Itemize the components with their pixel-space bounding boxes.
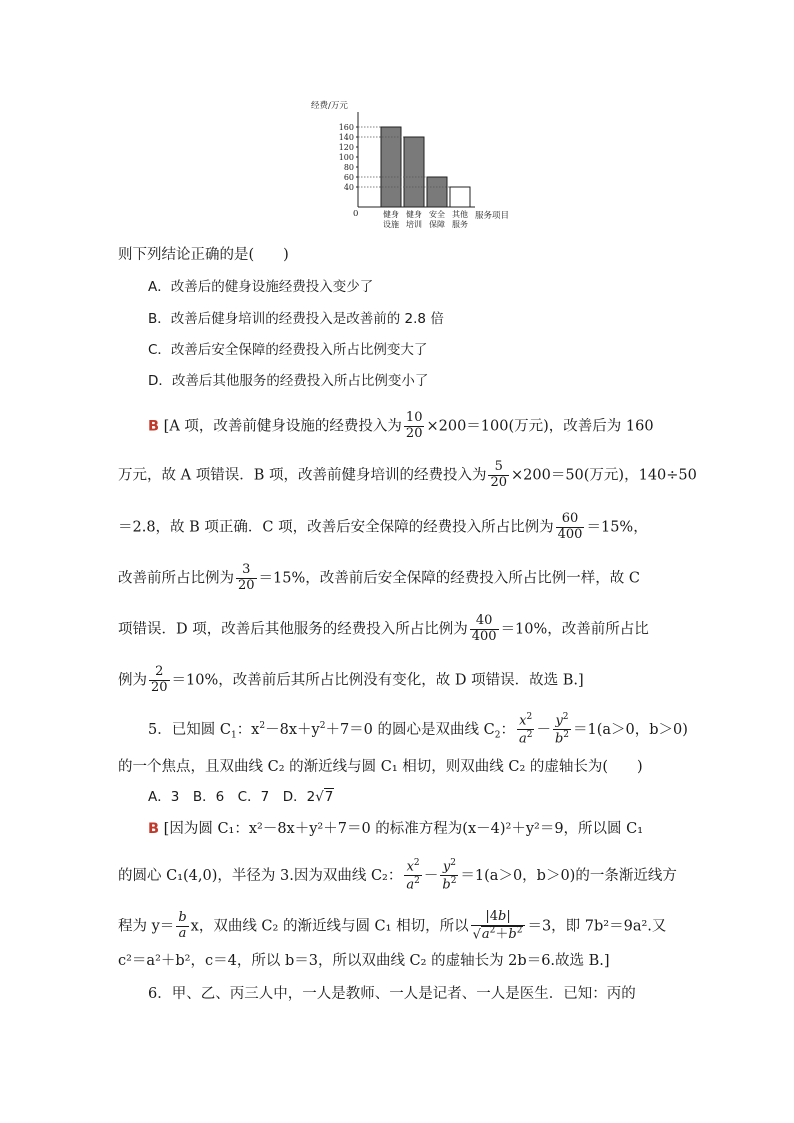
- y-axis-label: 经费/万元: [311, 101, 348, 111]
- q4-option-d: D．改善后其他服务的经费投入所占比例变小了: [148, 373, 429, 389]
- q4-option-a: A．改善后的健身设施经费投入变少了: [148, 279, 374, 295]
- x-category-label-line2: 保障: [429, 220, 445, 229]
- x-category-label-line2: 服务: [452, 220, 468, 229]
- q4-explanation-line-2: 万元，故 A 项错误．B 项，改善前健身培训的经费投入为 $\frac{5}{20}$ ×200＝50(万元)，140÷50: [118, 459, 697, 490]
- q4-explanation-line-4: 改善前所占比例为 $\frac{3}{20}$ ＝15%，改善前后安全保障的经费投入所占比例一样，故 C: [118, 562, 640, 593]
- q5-explanation-line-1: B [因为圆 C₁：x²－8x＋y²＋7＝0 的标准方程为(x－4)²＋y²＝9，所以圆 C₁: [148, 821, 644, 837]
- q5-explanation-line-4: c²＝a²＋b²，c＝4，所以 b＝3，所以双曲线 C₂ 的虚轴长为 2b＝6.故选 B.]: [118, 953, 610, 969]
- bar-1: [404, 137, 424, 207]
- q4-explanation-line-1: B [A 项，改善前健身设施的经费投入为 $\frac{10}{20}$ ×200＝100(万元)，改善后为 160: [148, 410, 654, 441]
- bar-3: [450, 187, 470, 207]
- y-tick-label: 100: [338, 153, 354, 162]
- q4-stem: 则下列结论正确的是( ): [118, 247, 289, 263]
- q4-answer: B: [148, 418, 160, 435]
- q4-explanation-line-5: 项错误．D 项，改善后其他服务的经费投入所占比例为 $\frac{40}{400}$ ＝10%，改善前所占比: [118, 613, 649, 644]
- q4-option-b: B．改善后健身培训的经费投入是改善前的 2.8 倍: [148, 311, 444, 327]
- x-category-label-line2: 设施: [383, 220, 399, 229]
- y-tick-label: 120: [338, 143, 354, 152]
- x-category-label-line1: 安全: [429, 210, 445, 219]
- q4-explanation-line-6: 例为 $\frac{2}{20}$ ＝10%，改善前后其所占比例没有变化，故 D 项错误．故选 B.]: [118, 664, 584, 695]
- y-tick-label: 40: [343, 183, 354, 192]
- y-tick-label: 80: [343, 163, 354, 172]
- q5-answer: B: [148, 821, 160, 837]
- x-category-label-line2: 培训: [406, 220, 422, 229]
- y-tick-label: 140: [338, 133, 354, 142]
- bar-chart: [0, 0, 794, 240]
- q5-explanation-line-3: 程为 y＝ $\frac{b}{a}$ x，双曲线 C₂ 的渐近线与圆 C₁ 相切，所以 $\frac{|4b|}{√a^2+b^2}$ ＝3，即 7b²＝9a².又: [118, 909, 667, 943]
- bar-0: [381, 127, 401, 207]
- q4-explanation-line-3: ＝2.8，故 B 项正确．C 项，改善后安全保障的经费投入所占比例为 $\frac{60}{400}$ ＝15%，: [118, 511, 648, 542]
- q5-stem-line-1: 5．已知圆 $C_1$：$x^2-8x+y^2+7=0$ 的圆心是双曲线 $C_2$： $\frac{x^2}{a^2}$ － $\frac{y^2}{b^2}$ ＝1(a＞0，b＞0): [148, 712, 688, 747]
- y-tick-label: 60: [343, 173, 354, 182]
- x-category-label-line1: 健身: [383, 210, 399, 219]
- question-6: 6．甲、乙、丙三人中，一人是教师、一人是记者、一人是医生．已知：丙的: [148, 986, 636, 1002]
- bar-2: [427, 177, 447, 207]
- x-axis-label: 服务项目: [475, 211, 510, 221]
- x-category-label-line1: 健身: [406, 210, 422, 219]
- x-category-label-line1: 其他: [452, 210, 468, 219]
- q4-option-c: C．改善后安全保障的经费投入所占比例变大了: [148, 342, 428, 358]
- q5-explanation-line-2: 的圆心 C₁(4,0)，半径为 3.因为双曲线 C₂： $\frac{x^2}{a^2}$ － $\frac{y^2}{b^2}$ ＝1(a＞0，b＞0)的一条渐近线方: [118, 858, 677, 893]
- origin-label: 0: [353, 209, 359, 219]
- q5-stem-line-2: 的一个焦点，且双曲线 C₂ 的渐近线与圆 C₁ 相切，则双曲线 C₂ 的虚轴长为( ): [118, 759, 643, 775]
- q5-options: A．3 B．6 C．7 D．2√7: [148, 789, 334, 805]
- y-tick-label: 160: [338, 123, 354, 132]
